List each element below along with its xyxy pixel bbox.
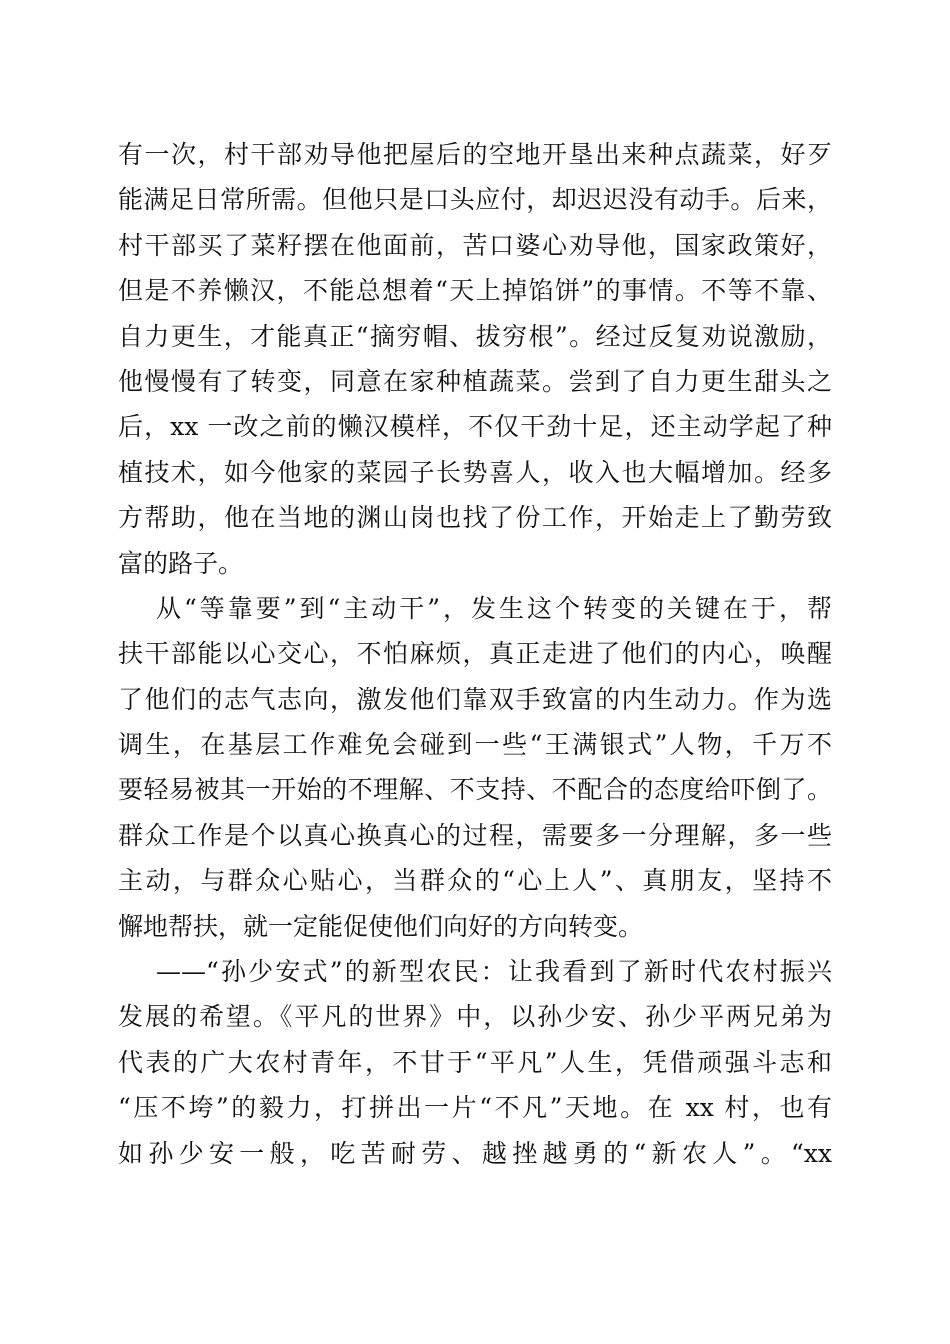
- text-line: 主动，与群众心贴心，当群众的“心上人”、真朋友，坚持不: [118, 866, 832, 896]
- text-line: 后，xx 一改之前的懒汉模样，不仅干劲十足，还主动学起了种: [118, 412, 832, 442]
- text-line: 调生，在基层工作难免会碰到一些“王满银式”人物，千万不: [118, 730, 832, 760]
- text-line: 如孙少安一般，吃苦耐劳、越挫越勇的“新农人”。“xx: [118, 1138, 832, 1168]
- text-line: 代表的广大农村青年，不甘于“平凡”人生，凭借顽强斗志和: [118, 1047, 832, 1077]
- text-line: 但是不养懒汉，不能总想着“天上掉馅饼”的事情。不等不靠、: [118, 276, 832, 306]
- text-line: 有一次，村干部劝导他把屋后的空地开垦出来种点蔬菜，好歹: [118, 140, 832, 169]
- text-line: 了他们的志气志向，激发他们靠双手致富的内生动力。作为选: [118, 684, 832, 714]
- text-line: ——“孙少安式”的新型农民：让我看到了新时代农村振兴: [156, 957, 832, 987]
- text-line: 群众工作是个以真心换真心的过程，需要多一分理解，多一些: [118, 820, 832, 850]
- text-line: 村干部买了菜籽摆在他面前，苦口婆心劝导他，国家政策好，: [118, 230, 832, 260]
- text-line: 植技术，如今他家的菜园子长势喜人，收入也大幅增加。经多: [118, 457, 832, 487]
- text-line: “压不垮”的毅力，打拼出一片“不凡”天地。在 xx 村，也有: [118, 1093, 832, 1123]
- text-line: 扶干部能以心交心，不怕麻烦，真正走进了他们的内心，唤醒: [118, 639, 832, 669]
- text-line: 从“等靠要”到“主动干”，发生这个转变的关键在于，帮: [156, 593, 832, 623]
- text-line: 富的路子。: [118, 548, 244, 578]
- text-line: 要轻易被其一开始的不理解、不支持、不配合的态度给吓倒了。: [118, 775, 832, 805]
- text-line: 方帮助，他在当地的渊山岗也找了份工作，开始走上了勤劳致: [118, 503, 832, 533]
- text-line: 能满足日常所需。但他只是口头应付，却迟迟没有动手。后来，: [118, 185, 832, 215]
- body-text: [118, 132, 832, 1176]
- text-line: 他慢慢有了转变，同意在家种植蔬菜。尝到了自力更生甜头之: [118, 366, 832, 396]
- text-line: 发展的希望。《平凡的世界》中，以孙少安、孙少平两兄弟为: [118, 1002, 832, 1032]
- text-line: 懈地帮扶，就一定能促使他们向好的方向转变。: [118, 911, 644, 941]
- text-line: 自力更生，才能真正“摘穷帽、拔穷根”。经过反复劝说激励，: [118, 321, 832, 351]
